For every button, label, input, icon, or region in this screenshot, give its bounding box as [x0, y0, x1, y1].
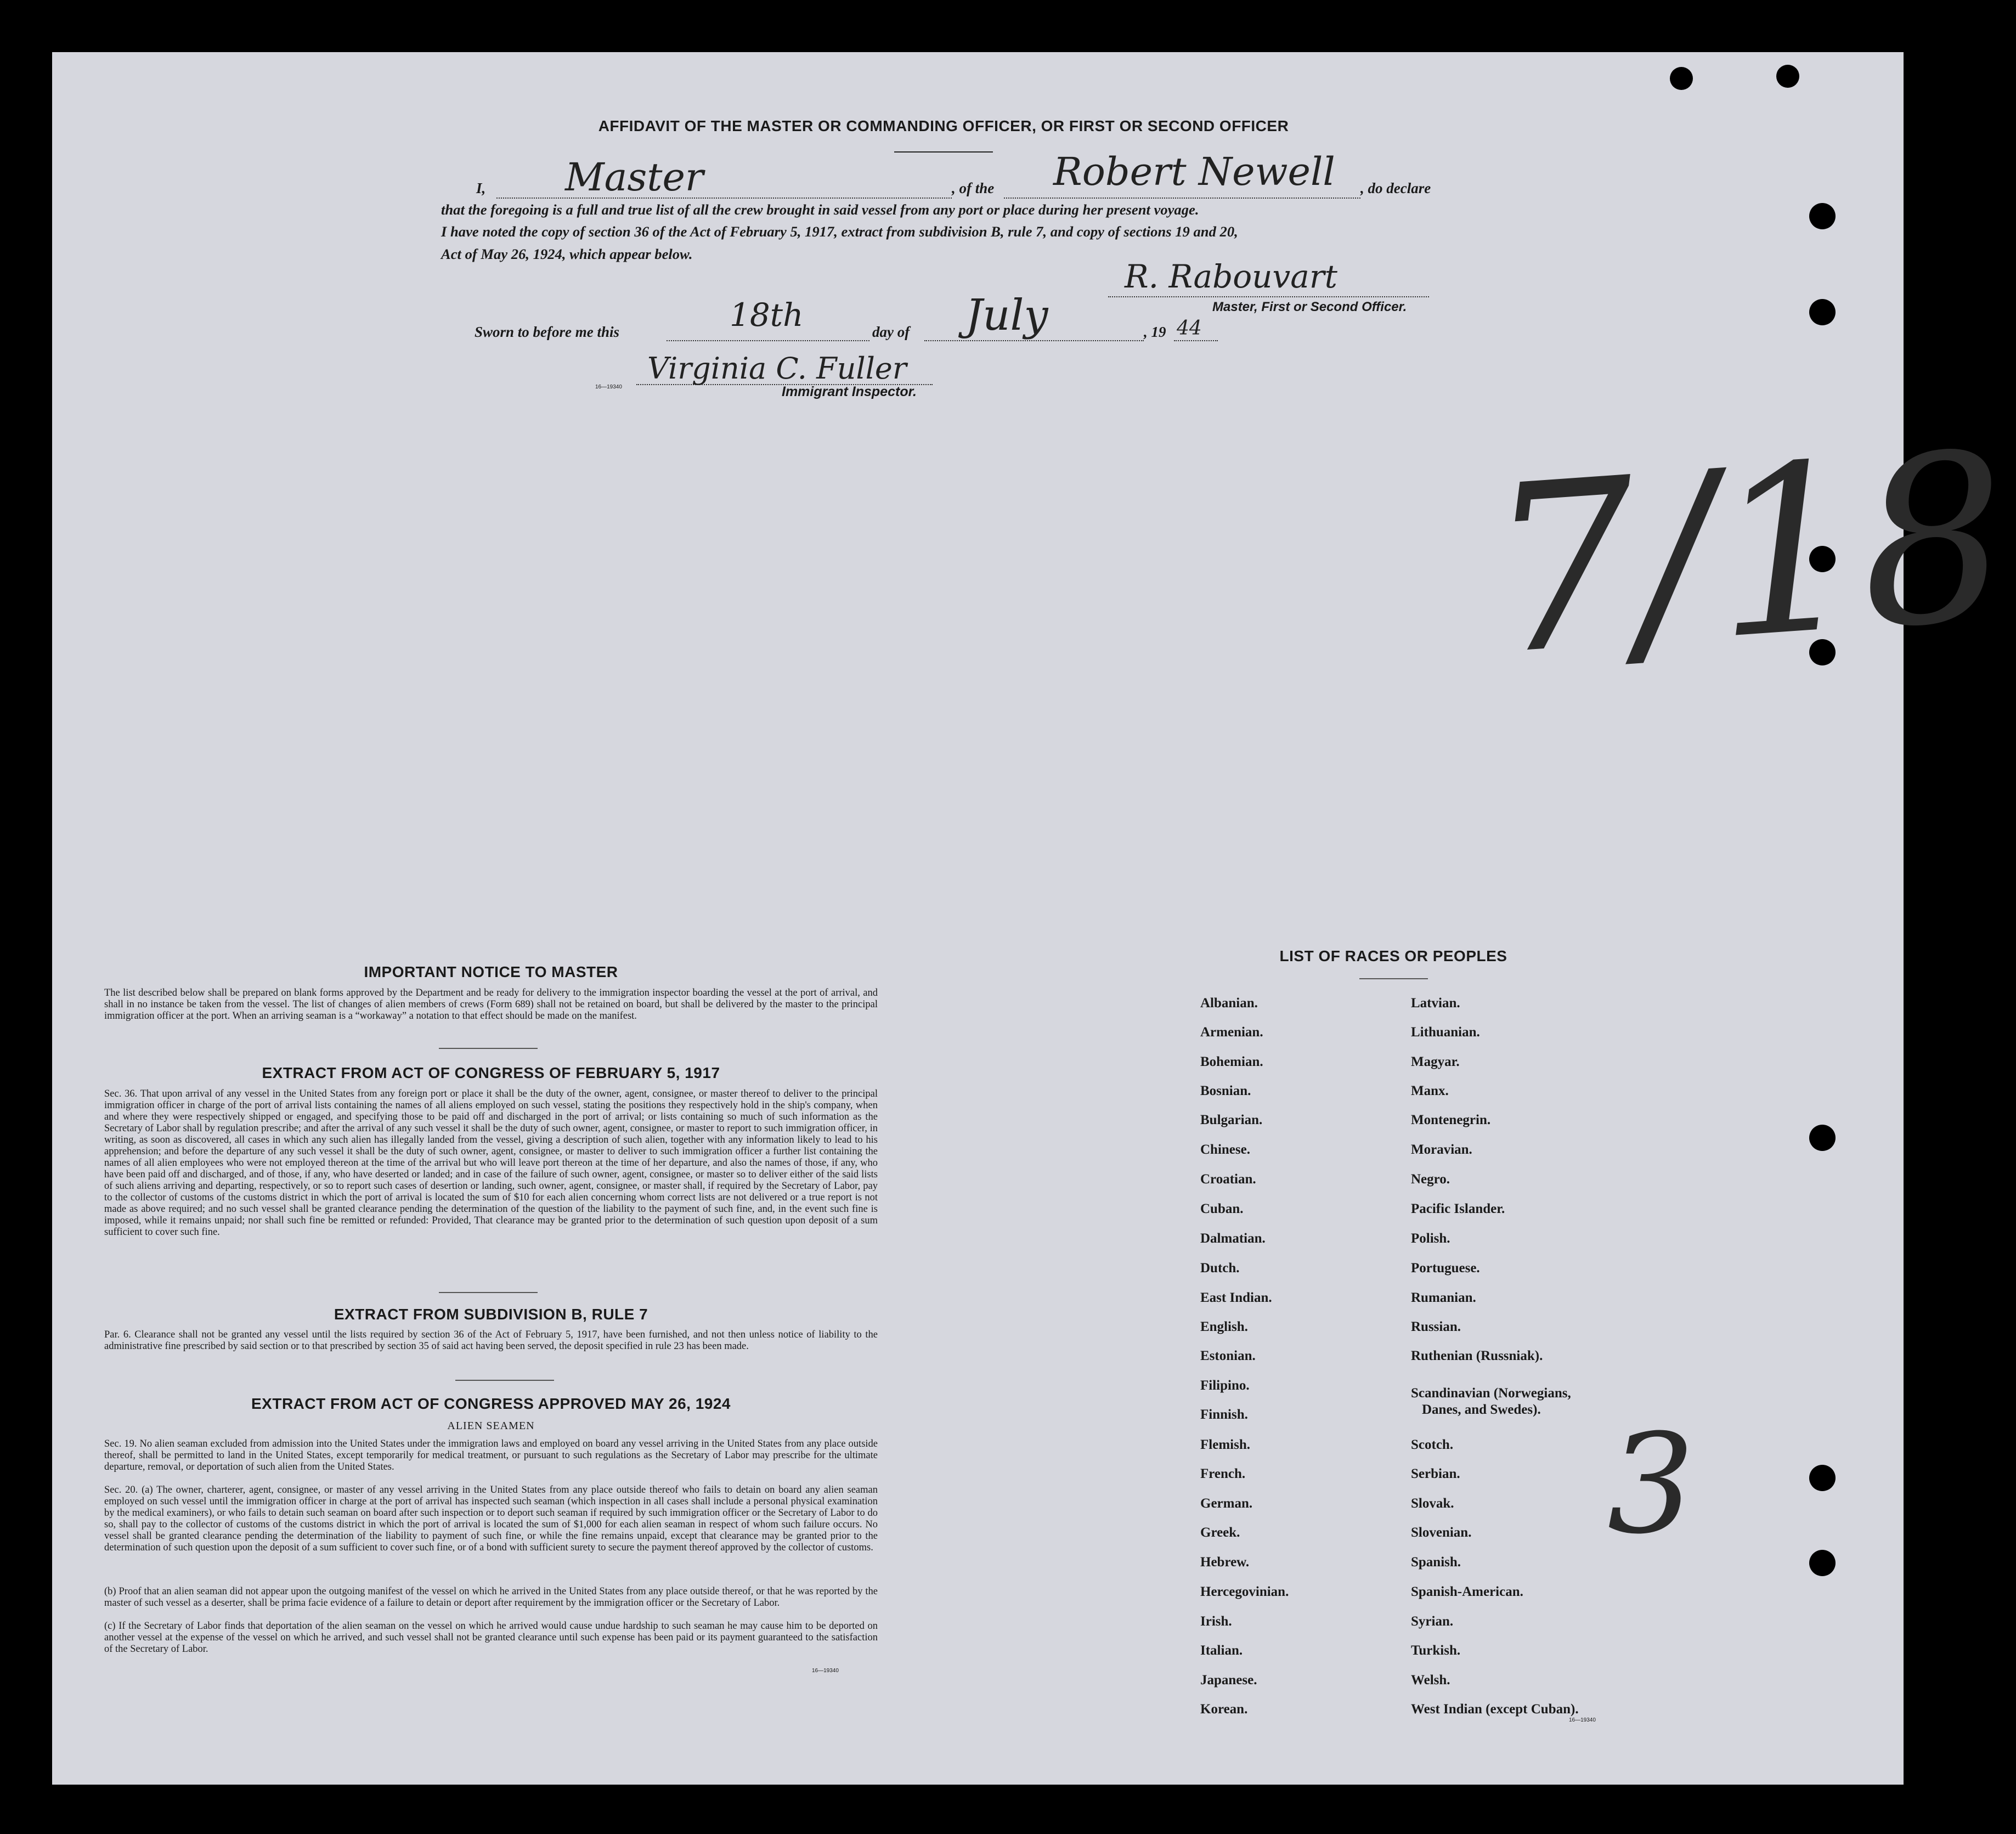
month-handwriting: July: [965, 291, 1048, 340]
year-line: [1174, 340, 1218, 341]
race-item: Dutch.: [1200, 1261, 1240, 1276]
race-item: Albanian.: [1200, 996, 1258, 1011]
punch-hole: [1809, 1550, 1836, 1576]
affidavit-line2: I have noted the copy of section 36 of the Act of February 5, 1917, extract from subdivision B, rule 7, and copy of sections 19 and 20,: [441, 223, 1238, 240]
of-the-label: , of the: [952, 180, 995, 196]
date-mark: 7/18: [1481, 403, 2016, 707]
form-number: 16—19340: [812, 1668, 839, 1674]
race-item: French.: [1200, 1466, 1246, 1481]
inspector-signature: Virginia C. Fuller: [647, 351, 907, 386]
year-handwriting: 44: [1177, 317, 1202, 340]
race-item: Negro.: [1411, 1172, 1450, 1187]
inspector-label: Immigrant Inspector.: [782, 384, 917, 399]
affidavit-title: AFFIDAVIT OF THE MASTER OR COMMANDING OFFICER, OR FIRST OR SECOND OFFICER: [598, 117, 1289, 134]
race-item: Finnish.: [1200, 1407, 1248, 1422]
race-item: Rumanian.: [1411, 1290, 1476, 1305]
race-item: Serbian.: [1411, 1466, 1460, 1481]
race-item: Slovenian.: [1411, 1525, 1472, 1540]
race-item: Filipino.: [1200, 1378, 1250, 1393]
race-item: Scandinavian (Norwegians,: [1411, 1386, 1571, 1401]
race-item: Armenian.: [1200, 1025, 1263, 1040]
race-item: Russian.: [1411, 1319, 1461, 1334]
race-item: Estonian.: [1200, 1348, 1256, 1363]
race-item: Flemish.: [1200, 1437, 1250, 1452]
master-signature-label: Master, First or Second Officer.: [1212, 300, 1407, 314]
punch-hole: [1670, 67, 1693, 90]
race-item: Portuguese.: [1411, 1261, 1480, 1276]
i-label: I,: [476, 180, 486, 196]
day-of-label: day of: [872, 324, 910, 340]
day-handwriting: 18th: [730, 296, 804, 334]
divider: [455, 1380, 554, 1381]
race-item: Bohemian.: [1200, 1054, 1263, 1069]
race-item: Turkish.: [1411, 1643, 1461, 1658]
race-item: Welsh.: [1411, 1673, 1450, 1688]
race-item: Hebrew.: [1200, 1555, 1250, 1570]
sec20c-body: (c) If the Secretary of Labor finds that deportation of the alien seaman on the vessel on which he arrived would cause undue hardship to such seaman he may cause him to be deported on another vessel at the expense of the vessel on which he arrived, and such vessel shall not be granted clearance until such expense has been paid or its payment guaranteed to the satisfaction of the Secretary of Labor.: [104, 1621, 878, 1655]
vessel-handwriting: Robert Newell: [1053, 149, 1335, 194]
race-item: Montenegrin.: [1411, 1113, 1491, 1127]
extract-1924-title: EXTRACT FROM ACT OF CONGRESS APPROVED MAY 26, 1924: [251, 1395, 731, 1412]
punch-hole: [1776, 65, 1799, 88]
page-mark: 3: [1607, 1404, 1695, 1564]
officer-handwriting: Master: [565, 155, 704, 200]
race-item: Polish.: [1411, 1231, 1450, 1246]
sworn-label: Sworn to before me this: [475, 324, 620, 340]
affidavit-line3: Act of May 26, 1924, which appear below.: [441, 246, 693, 262]
race-item: German.: [1200, 1496, 1253, 1511]
notice-title: IMPORTANT NOTICE TO MASTER: [364, 963, 618, 980]
race-item: Spanish.: [1411, 1555, 1461, 1570]
punch-hole: [1809, 1465, 1836, 1491]
race-item: Korean.: [1200, 1702, 1248, 1717]
divider: [1359, 978, 1428, 979]
affidavit-line1: that the foregoing is a full and true list of all the crew brought in said vessel from any port or place during her present voyage.: [441, 201, 1199, 218]
race-item: Chinese.: [1200, 1142, 1250, 1157]
race-item: Greek.: [1200, 1525, 1240, 1540]
race-item: Japanese.: [1200, 1673, 1257, 1688]
rule7-body: Par. 6. Clearance shall not be granted any vessel until the lists required by section 36 of the Act of February 5, 1917, have been furnished, and not then unless notice of liability to the administrative fine prescribed by said section or to that prescribed by section 35 of said act having been served, the deposit specified in rule 23 has been made.: [104, 1329, 878, 1352]
race-item: Syrian.: [1411, 1614, 1454, 1629]
race-item: Moravian.: [1411, 1142, 1472, 1157]
sec19-body: Sec. 19. No alien seaman excluded from admission into the United States under the immigration laws and employed on board any vessel arriving in the United States from any place outside thereof, shall be permitted to land in the United States, except temporarily for medical treatment, or pursuant to such regulations as the Secretary of Labor may prescribe for the ultimate departure, removal, or deportation of such alien from the United States.: [104, 1438, 878, 1472]
form-number: 16—19340: [1569, 1717, 1596, 1723]
race-item: Cuban.: [1200, 1201, 1244, 1216]
race-item: Bulgarian.: [1200, 1113, 1263, 1127]
vessel-line: [1004, 197, 1360, 199]
punch-hole: [1809, 203, 1836, 229]
race-item: Irish.: [1200, 1614, 1232, 1629]
race-item: Pacific Islander.: [1411, 1201, 1505, 1216]
races-title: LIST OF RACES OR PEOPLES: [1279, 947, 1507, 964]
form-number: 16—19340: [595, 384, 622, 390]
notice-body: The list described below shall be prepared on blank forms approved by the Department and be ready for delivery to the immigration inspector boarding the vessel at the port of arrival, and shall in no instance be taken from the vessel. The list of changes of alien members of crews (Form 689) shall not be retained on board, but shall be delivered by the master to the principal immigration officer at the port. When an arriving seaman is a “workaway” a notation to that effect should be made on the manifest.: [104, 987, 878, 1022]
do-declare-label: , do declare: [1360, 180, 1431, 196]
title-rule: [894, 151, 993, 153]
divider: [439, 1048, 538, 1049]
extract-1917-title: EXTRACT FROM ACT OF CONGRESS OF FEBRUARY 5, 1917: [262, 1064, 720, 1081]
punch-hole: [1809, 299, 1836, 325]
master-signature-line: [1108, 296, 1429, 297]
month-line: [924, 340, 1144, 341]
race-item: Dalmatian.: [1200, 1231, 1266, 1246]
race-item: Ruthenian (Russniak).: [1411, 1348, 1543, 1363]
punch-hole: [1809, 1125, 1836, 1151]
race-item: West Indian (except Cuban).: [1411, 1702, 1579, 1717]
race-item: English.: [1200, 1319, 1248, 1334]
race-item: Lithuanian.: [1411, 1025, 1480, 1040]
alien-seamen-subtitle: ALIEN SEAMEN: [447, 1420, 535, 1432]
race-item: Scotch.: [1411, 1437, 1454, 1452]
race-item: Slovak.: [1411, 1496, 1454, 1511]
race-item: Hercegovinian.: [1200, 1584, 1289, 1599]
divider: [439, 1292, 538, 1293]
race-item: Spanish-American.: [1411, 1584, 1523, 1599]
master-signature: R. Rabouvart: [1125, 258, 1337, 295]
race-item: Magyar.: [1411, 1054, 1460, 1069]
rule7-title: EXTRACT FROM SUBDIVISION B, RULE 7: [334, 1306, 648, 1323]
race-item: Danes, and Swedes).: [1422, 1402, 1541, 1417]
race-item: Croatian.: [1200, 1172, 1256, 1187]
sec20b-body: (b) Proof that an alien seaman did not appear upon the outgoing manifest of the vessel on which he arrived in the United States from any place outside thereof, or that he was reported by the master of such vessel as a deserter, shall be prima facie evidence of a failure to detain or deport after requirement by the immigration officer or the Secretary of Labor.: [104, 1586, 878, 1609]
year-prefix: , 19: [1144, 324, 1166, 340]
day-line: [667, 340, 869, 341]
extract-1917-body: Sec. 36. That upon arrival of any vessel in the United States from any foreign port or place it shall be the duty of the owner, agent, consignee, or master thereof to deliver to the principal immigration officer in charge of the port of arrival lists containing the names of all aliens employed on such vessel, stating the positions they respectively hold in the ship's company, when and where they were respectively shipped or engaged, and specifying those to be paid off and discharged in the port of arrival; or lists containing so much of such information as the Secretary of Labor shall by regulation prescribe; and after the arrival of any such vessel it shall be the duty of such owner, agent, consignee, or master to report to such immigration officer, in writing, as soon as discovered, all cases in which any such alien has illegally landed from the vessel, giving a description of such alien, together with any information likely to lead to his apprehension; and before the departure of any such vessel it shall be the duty of such owner, agent, consignee, or master to deliver to such immigration officer a further list containing the names of all alien employees who were not employed thereon at the time of the arrival but who will leave port thereon at the time of her departure, and also the names of those, if any, who have been paid off and discharged, and of those, if any, who have deserted or landed; and in case of the failure of such owner, agent, consignee, or master so to deliver either of the said lists of such aliens arriving and departing, respectively, or so to report such cases of desertion or landing, such owner, agent, consignee, or master shall, if required by the Secretary of Labor, pay to the collector of customs of the customs district in which the port of arrival is located the sum of $10 for each alien concerning whom correct lists are not delivered or a true report is not made as above required; and no such vessel shall be granted clearance pending the determination of the question of the liability to the payment of such fine, and, in the event such fine is imposed, while it remains unpaid; nor shall such fine be remitted or refunded: Provided, That clearance may be granted prior to the determination of such question upon deposit of a sum sufficient to cover such fine.: [104, 1088, 878, 1238]
race-item: Italian.: [1200, 1643, 1243, 1658]
race-item: Bosnian.: [1200, 1084, 1251, 1098]
sec20a-body: Sec. 20. (a) The owner, charterer, agent, consignee, or master of any vessel arriving in the United States from any place outside thereof who fails to detain on board any alien seaman employed on such vessel until the immigration officer in charge at the port of arrival has inspected such seaman (which inspection in all cases shall include a personal physical examination by the medical examiners), or who fails to detain such seaman on board after such inspection or to deport such seaman if required by such immigration officer or the Secretary of Labor to do so, shall pay to the collector of customs of the customs district in which the port of arrival is located the sum of $1,000 for each alien seaman in respect of whom such failure occurs. No vessel shall be granted clearance pending the determination of the liability to payment of such fine, or while the fine remains unpaid, except that clearance may be granted prior to the determination of such question upon the deposit of a sum sufficient to cover such fine, or of a bond with sufficient surety to secure the payment thereof approved by the collector of customs.: [104, 1485, 878, 1553]
race-item: Latvian.: [1411, 996, 1460, 1011]
race-item: Manx.: [1411, 1084, 1449, 1098]
race-item: East Indian.: [1200, 1290, 1272, 1305]
